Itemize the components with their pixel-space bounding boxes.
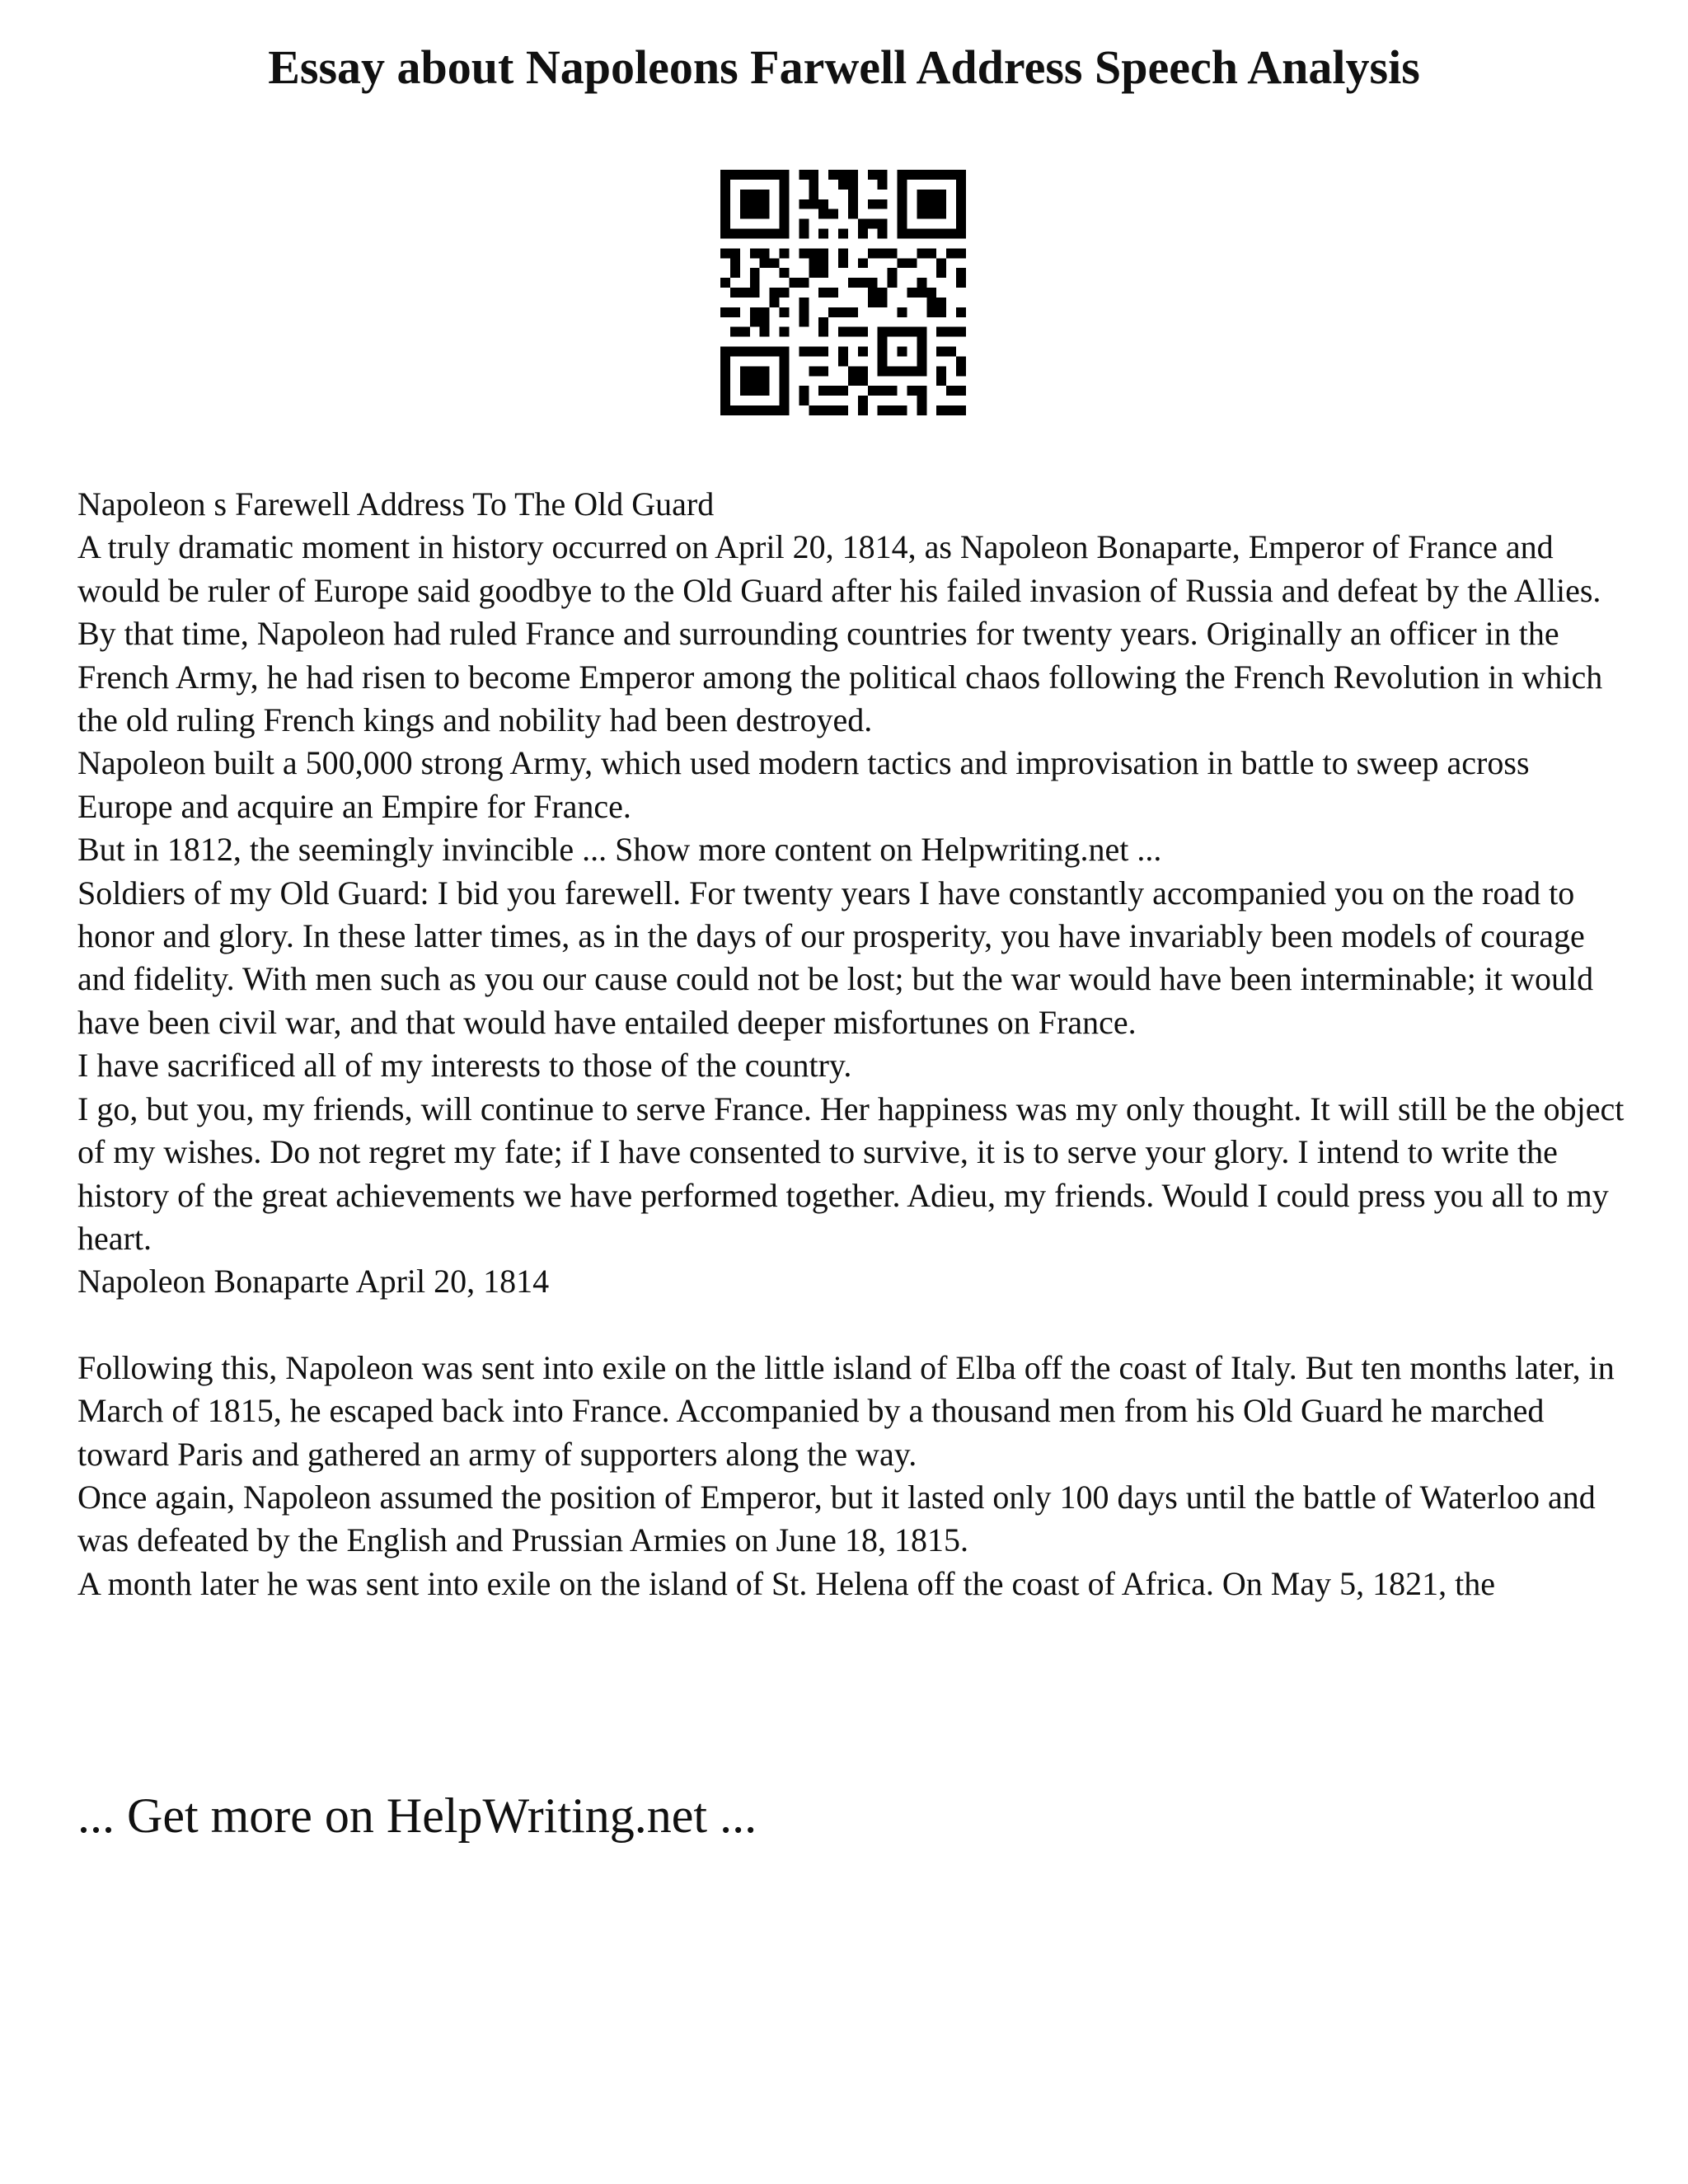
paragraph: But in 1812, the seemingly invincible ... Show more content on Helpwriting.net ... <box>77 831 1162 869</box>
paragraph: Following this, Napoleon was sent into exile on the little island of Elba off the coast of Italy. But ten months later, in March of 1815, he escaped back into France. Accompanied by a thousand men from his Old Guard he marched toward Paris and gathered an army of supporters along the way. <box>77 1348 1615 1473</box>
qr-code-icon <box>720 170 966 415</box>
paragraph: I have sacrificed all of my interests to those of the country. <box>77 1047 852 1085</box>
get-more-link[interactable]: ... Get more on HelpWriting.net ... <box>77 1788 757 1843</box>
paragraph: Soldiers of my Old Guard: I bid you farewell. For twenty years I have constantly accompanied you on the road to honor and glory. In these latter times, as in the days of our prosperity, you have invariably been models of courage and fidelity. With men such as you our cause could not be lost; but the war would have been interminable; it would have been civil war, and that would have entailed deeper misfortunes on France. <box>77 874 1594 1041</box>
paragraph-signature: Napoleon Bonaparte April 20, 1814 <box>77 1263 550 1301</box>
paragraph: By that time, Napoleon had ruled France and surrounding countries for twenty years. Originally an officer in the French Army, he had risen to become Emperor among the political chaos following the French Revolution in which the old ruling French kings and nobility had been destroyed. <box>77 615 1603 739</box>
paragraph-spacer <box>77 1304 1627 1347</box>
document-title: Essay about Napoleons Farwell Address Speech Analysis <box>268 40 1420 94</box>
paragraph: A month later he was sent into exile on the island of St. Helena off the coast of Africa. On May 5, 1821, the <box>77 1564 1495 1602</box>
document-body <box>77 483 1627 1605</box>
paragraph: Once again, Napoleon assumed the position of Emperor, but it lasted only 100 days until the battle of Waterloo and was defeated by the English and Prussian Armies on June 18, 1815. <box>77 1478 1596 1559</box>
paragraph: A truly dramatic moment in history occurred on April 20, 1814, as Napoleon Bonaparte, Emperor of France and would be ruler of Europe said goodbye to the Old Guard after his failed invasion of Russia and defeat by the Allies. <box>77 528 1601 609</box>
paragraph-heading: Napoleon s Farewell Address To The Old Guard <box>77 485 715 523</box>
paragraph: Napoleon built a 500,000 strong Army, which used modern tactics and improvisation in battle to sweep across Europe and acquire an Empire for France. <box>77 744 1530 825</box>
paragraph: I go, but you, my friends, will continue to serve France. Her happiness was my only thought. It will still be the object of my wishes. Do not regret my fate; if I have consented to survive, it is to serve your glory. I intend to write the history of the great achievements we have performed together. Adieu, my friends. Would I could press you all to my heart. <box>77 1090 1625 1257</box>
